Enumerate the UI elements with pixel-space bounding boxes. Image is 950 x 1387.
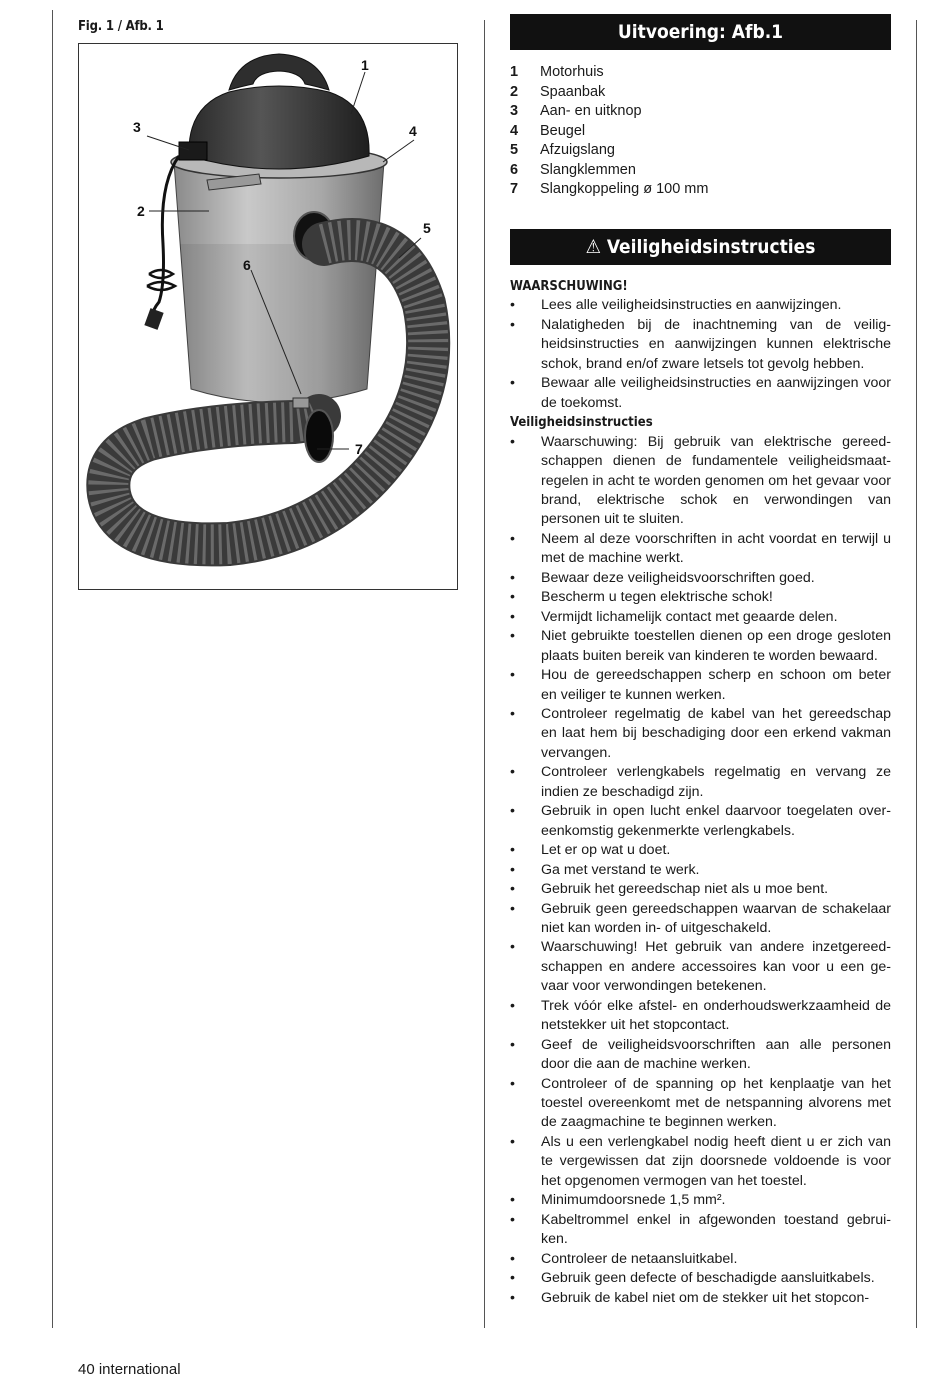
bullet-item <box>510 1211 891 1250</box>
section-header-veiligheid: ⚠ Veiligheidsinstructies <box>510 229 891 265</box>
bullet-dot: • <box>510 842 515 859</box>
bullet-dot: • <box>510 881 515 898</box>
bullet-dot: • <box>510 433 515 450</box>
bullet-item <box>510 1036 891 1075</box>
bullet-item <box>510 997 891 1036</box>
bullet-item <box>510 763 891 802</box>
bullet-item <box>510 588 891 607</box>
bullet-text: Controleer of de spanning op het kenplaatje van het toestel overeenkomt met de netspanning alvorens met de zaagmachine te beginnen werken. <box>541 1075 891 1131</box>
bullet-dot: • <box>510 530 515 547</box>
bullet-text: Lees alle veiligheidsinstructies en aanwijzingen. <box>541 297 842 314</box>
center-column-rule <box>484 20 485 1328</box>
legend-item: 3 Aan- en uitknop <box>510 103 642 119</box>
bullet-item <box>510 666 891 705</box>
bullet-item <box>510 608 891 627</box>
bullet-dot: • <box>510 861 515 878</box>
bullet-text: Bewaar alle veiligheidsinstructies en aanwijzingen voor de toekomst. <box>541 375 891 411</box>
bullet-item <box>510 1133 891 1191</box>
bullet-item <box>510 802 891 841</box>
bullet-text: Bewaar deze veiligheidsvoorschriften goed. <box>541 569 815 586</box>
bullet-text: Waarschuwing: Bij gebruik van elektrische gereedschappen dienen de fundamentele veiligheidsmaatregelen in acht te worden genomen om het gevaar voor brand, elektrische schok en verwondingen van personen uit te sluiten. <box>541 433 891 528</box>
bullet-item <box>510 316 891 374</box>
bullet-dot: • <box>510 900 515 917</box>
bullet-item <box>510 433 891 530</box>
bullet-dot: • <box>510 589 515 606</box>
legend-item: 4 Beugel <box>510 122 586 139</box>
bullet-dot: • <box>510 569 515 586</box>
bullet-text: Let er op wat u doet. <box>541 842 671 859</box>
callout-5: 5 <box>423 220 431 236</box>
motor-housing <box>189 86 369 169</box>
bullet-item <box>510 880 891 899</box>
bullet-item <box>510 1250 891 1269</box>
warning-heading: WAARSCHUWING! <box>510 279 628 294</box>
bullet-dot: • <box>510 1192 515 1209</box>
callout-4: 4 <box>409 123 417 139</box>
bullet-item <box>510 900 891 939</box>
safety-subheading: Veiligheidsinstructies <box>510 415 653 431</box>
bullet-dot: • <box>510 1250 515 1267</box>
bullet-item <box>510 374 891 413</box>
callout-3: 3 <box>133 119 141 135</box>
bullet-item <box>510 296 891 315</box>
bullet-dot: • <box>510 608 515 625</box>
bullet-text: Waarschuwing! Het gebruik van andere inzetgereedschappen en andere accessoires kan voor u een gevaar voor verwondingen betekenen. <box>541 939 891 995</box>
callout-7: 7 <box>355 441 363 457</box>
bullet-dot: • <box>510 803 515 820</box>
bullet-text: Hou de gereedschappen scherp en schoon om beter en veiliger te kunnen werken. <box>541 667 891 703</box>
bullet-text: Gebruik het gereedschap niet als u moe bent. <box>541 881 829 898</box>
legend-item: 6 Slangklemmen <box>510 161 636 178</box>
bullet-text: Ga met verstand te werk. <box>541 861 700 878</box>
bullet-text: Controleer regelmatig de kabel van het gereedschap en laat hem bij beschadiging door een erkend vakman vervangen. <box>541 705 891 761</box>
bullet-dot: • <box>510 1036 515 1053</box>
bullet-text: Gebruik in open lucht enkel daarvoor toegelaten overeenkomstig gekenmerkte verlengkabels. <box>541 803 891 839</box>
legend-item: 1 Motorhuis <box>510 64 604 80</box>
bullet-text: Vermijdt lichamelijk contact met geaarde delen. <box>541 608 838 625</box>
bullet-dot: • <box>510 1270 515 1287</box>
parts-legend <box>510 63 708 200</box>
bullet-item <box>510 1269 891 1288</box>
bullet-dot: • <box>510 667 515 684</box>
bullet-text: Controleer verlengkabels regelmatig en vervang ze indien ze beschadigd zijn. <box>541 764 891 800</box>
carry-handle <box>229 54 329 90</box>
bullet-dot: • <box>510 1289 515 1306</box>
bullet-item <box>510 1075 891 1133</box>
safety-instructions <box>510 277 891 1308</box>
bullet-item <box>510 1289 891 1308</box>
bullet-item <box>510 1191 891 1210</box>
bullet-text: Geef de veiligheidsvoorschriften aan alle personen door die aan de machine werken. <box>541 1036 891 1073</box>
bullet-item <box>510 841 891 860</box>
bullet-text: Minimumdoorsnede 1,5 mm². <box>541 1192 726 1209</box>
bullet-dot: • <box>510 316 515 333</box>
bullet-dot: • <box>510 1133 515 1150</box>
bullet-dot: • <box>510 939 515 956</box>
bullet-text: Kabeltrommel enkel in afgewonden toestand gebruiken. <box>541 1211 891 1248</box>
figure-caption: Fig. 1 / Afb. 1 <box>78 19 164 34</box>
section-header-uitvoering: Uitvoering: Afb.1 <box>510 14 891 50</box>
warning-list <box>510 296 891 413</box>
bullet-dot: • <box>510 997 515 1014</box>
bullet-text: Gebruik geen defecte of beschadigde aansluitkabels. <box>541 1270 875 1287</box>
on-off-switch <box>179 142 207 160</box>
bullet-text: Bescherm u tegen elektrische schok! <box>541 589 773 606</box>
bullet-text: Nalatigheden bij de inachtneming van de veiligheidsinstructies en aanwijzingen kunnen elektrische schok, brand en/of zware letsels tot gevolg hebben. <box>541 316 891 372</box>
bullet-item <box>510 938 891 996</box>
bullet-dot: • <box>510 1211 515 1228</box>
callout-1: 1 <box>361 57 369 73</box>
bullet-dot: • <box>510 375 515 392</box>
bullet-text: Neem al deze voorschriften in acht voordat en terwijl u met de machine werkt. <box>541 530 891 567</box>
legend-item: 7 Slangkoppeling ø 100 mm <box>510 181 709 197</box>
bullet-item <box>510 627 891 666</box>
hose-coupling <box>305 410 333 462</box>
bullet-text: Trek vóór elke afstel- en onderhoudswerkzaamheid de netstekker uit het stopcontact. <box>541 997 891 1034</box>
figure-dust-extractor <box>78 43 458 590</box>
bullet-item <box>510 861 891 880</box>
bullet-text: Als u een verlengkabel nodig heeft dient u er zich van te vergewissen dat zijn doorsnede voldoende is voor het opgenomen vermogen van het toestel. <box>541 1133 891 1189</box>
callout-6: 6 <box>243 257 251 273</box>
bullet-dot: • <box>510 628 515 645</box>
legend-item: 2 Spaanbak <box>510 83 606 100</box>
bullet-dot: • <box>510 297 515 314</box>
hose-clamp <box>293 398 309 408</box>
bullet-dot: • <box>510 1075 515 1092</box>
bullet-text: Gebruik de kabel niet om de stekker uit het stopcon- <box>541 1289 870 1306</box>
right-margin-rule <box>916 20 917 1328</box>
page-footer: 40 international <box>78 1361 181 1378</box>
bullet-text: Gebruik geen gereedschappen waarvan de schakelaar niet kan worden in- of uitgeschakeld. <box>541 900 891 936</box>
bullet-dot: • <box>510 705 515 722</box>
bullet-text: Controleer de netaansluitkabel. <box>541 1250 738 1267</box>
legend-item: 5 Afzuigslang <box>510 142 615 158</box>
left-margin-rule <box>52 10 53 1328</box>
safety-list <box>510 433 891 1308</box>
power-plug <box>144 308 163 330</box>
bullet-item <box>510 530 891 569</box>
callout-2: 2 <box>137 203 145 219</box>
bullet-item <box>510 705 891 763</box>
bullet-text: Niet gebruikte toestellen dienen op een droge gesloten plaats buiten bereik van kinderen te worden bewaard. <box>541 628 891 664</box>
bullet-item <box>510 569 891 588</box>
bullet-dot: • <box>510 764 515 781</box>
